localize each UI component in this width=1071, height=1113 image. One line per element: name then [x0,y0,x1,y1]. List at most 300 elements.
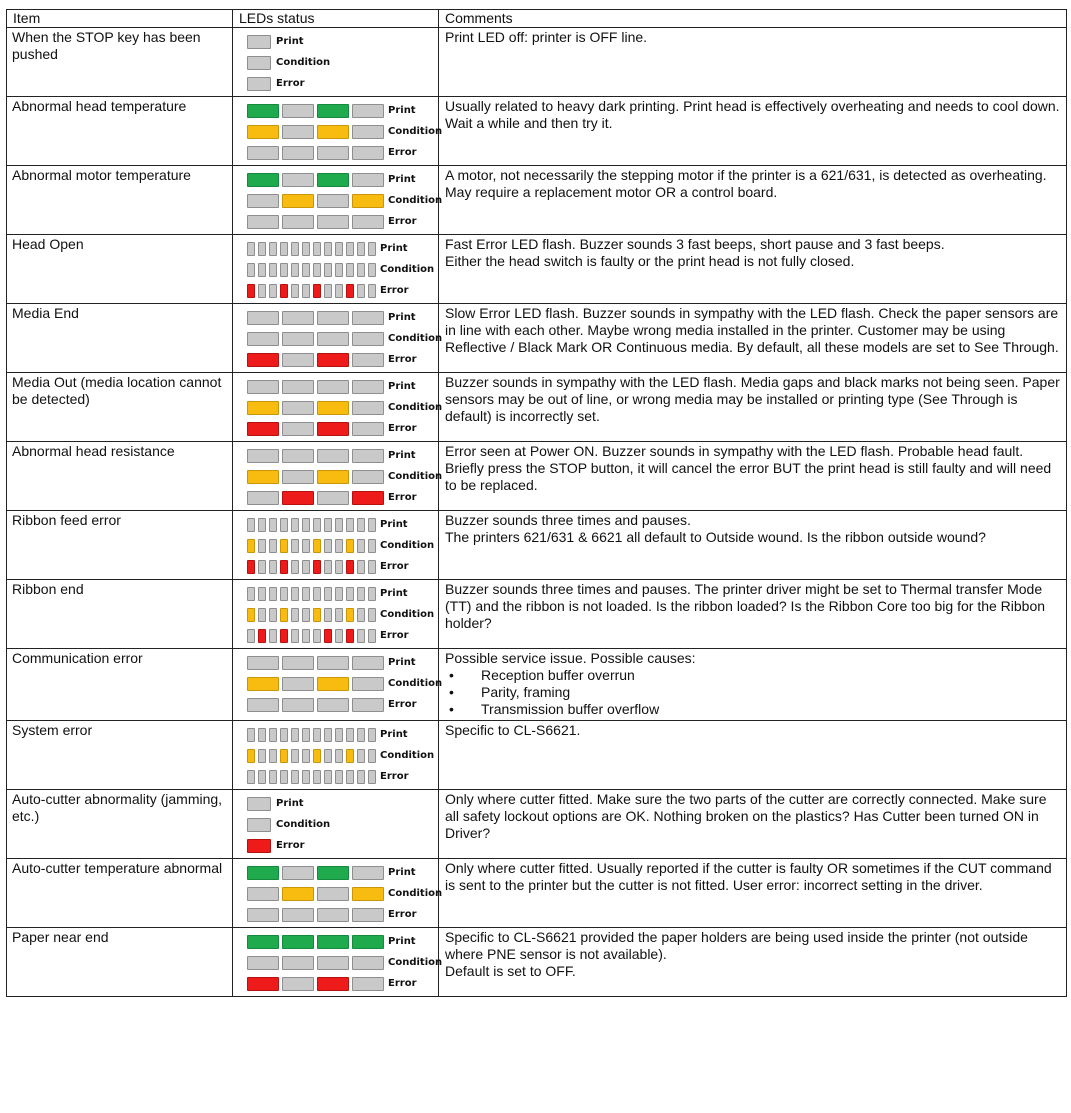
led-red [247,839,271,853]
led-off [317,887,349,901]
bullet-icon: • [449,667,454,683]
led-off [317,311,349,325]
led-off [282,353,314,367]
led-status-cell [233,511,439,580]
led-red [313,284,321,298]
led-pattern [247,560,379,574]
led-pattern [247,698,387,712]
led-off [352,470,384,484]
led-label: Condition [380,264,435,275]
comment-text: Default is set to OFF. [445,963,576,979]
led-off [368,539,376,553]
led-off [324,770,332,784]
led-off [357,749,365,763]
led-off [368,728,376,742]
bullet-text: Parity, framing [481,684,571,700]
led-yellow [247,608,255,622]
led-label: Condition [388,888,443,899]
led-off [335,242,343,256]
led-pattern [247,677,387,691]
item-cell: Auto-cutter abnormality (jamming, etc.) [7,790,233,859]
led-yellow [247,749,255,763]
led-off [247,449,279,463]
led-yellow [282,887,314,901]
led-off [247,797,271,811]
led-off [352,380,384,394]
led-off [280,587,288,601]
led-off [282,449,314,463]
led-off [269,518,277,532]
led-off [346,263,354,277]
led-green [247,866,279,880]
table-row [7,304,1067,373]
led-off [291,770,299,784]
led-status-cell [233,28,439,97]
led-label: Condition [388,471,443,482]
led-yellow [313,749,321,763]
led-label: Print [388,936,416,947]
led-label: Error [388,492,417,503]
table-row [7,442,1067,511]
led-off [324,560,332,574]
led-label: Condition [388,957,443,968]
led-row [247,673,443,694]
item-cell: When the STOP key has been pushed [7,28,233,97]
led-off [247,818,271,832]
comment-text: Either the head switch is faulty or the print head is not fully closed. [445,253,855,269]
led-off [335,560,343,574]
led-row [247,52,434,73]
led-green [282,935,314,949]
led-pattern [247,401,387,415]
led-yellow [352,194,384,208]
led-red [280,629,288,643]
led-yellow [280,749,288,763]
led-label: Print [380,243,408,254]
led-pattern [247,470,387,484]
led-off [352,353,384,367]
led-yellow [346,608,354,622]
led-label: Error [380,771,409,782]
led-off [368,770,376,784]
led-off [313,770,321,784]
bullet-text: Reception buffer overrun [481,667,635,683]
led-row [247,535,434,556]
comment-text: Error seen at Power ON. Buzzer sounds in sympathy with the LED flash. Probable head fault. Briefly press the STOP button, it will cancel the error BUT the print head is still faulty and will need to be replaced. [445,443,1052,493]
led-off [357,518,365,532]
led-yellow [317,125,349,139]
table-row [7,97,1067,166]
led-status-table [6,9,1067,997]
led-off [313,629,321,643]
led-row [247,307,434,328]
led-label: Error [388,216,417,227]
led-off [247,146,279,160]
led-row [247,349,434,370]
led-row [247,142,434,163]
led-row [247,931,434,952]
led-off [317,698,349,712]
led-off [291,242,299,256]
comments-cell [439,721,1067,790]
led-status-cell [233,649,443,721]
led-yellow [352,887,384,901]
led-status-cell [233,373,443,442]
led-off [282,311,314,325]
led-yellow [247,401,279,415]
led-off [291,560,299,574]
led-label: Print [380,588,408,599]
led-row [247,169,434,190]
led-label: Print [388,312,416,323]
led-off [352,215,384,229]
led-yellow [282,194,314,208]
led-off [258,518,266,532]
led-off [291,587,299,601]
led-off [282,977,314,991]
led-off [302,608,310,622]
led-pattern [247,104,387,118]
led-pattern [247,449,387,463]
led-row [247,952,443,973]
led-off [269,263,277,277]
led-off [247,56,271,70]
led-yellow [247,677,279,691]
led-pattern [247,380,387,394]
led-status-cell [233,442,443,511]
led-row [247,280,434,301]
led-off [280,728,288,742]
item-cell: Abnormal head resistance [7,442,233,511]
table-row [7,859,1067,928]
led-off [346,770,354,784]
led-red [317,977,349,991]
led-off [269,539,277,553]
led-row [247,625,434,646]
led-off [357,560,365,574]
led-off [291,749,299,763]
comments-cell [439,235,1067,304]
led-yellow [317,401,349,415]
table-row [7,721,1067,790]
led-off [357,770,365,784]
led-label: Condition [388,678,443,689]
comments-cell [439,97,1067,166]
led-off [368,629,376,643]
comment-text: Only where cutter fitted. Make sure the two parts of the cutter are correctly connected. Make sure all safety lockout options are OK. Nothing broken on the plastics? Has Cutter been turned ON in Driver? [445,791,1047,841]
led-off [317,491,349,505]
led-pattern [247,887,387,901]
led-yellow [346,749,354,763]
led-off [357,728,365,742]
led-off [335,749,343,763]
led-off [282,422,314,436]
led-off [247,215,279,229]
led-row [247,556,434,577]
led-status-cell [233,580,439,649]
led-pattern [247,35,275,49]
led-off [317,380,349,394]
comments-cell [439,304,1067,373]
led-label: Error [380,561,409,572]
led-pattern [247,656,387,670]
comment-text: The printers 621/631 & 6621 all default to Outside wound. Is the ribbon outside wound? [445,529,986,545]
led-label: Condition [388,126,443,137]
led-row [247,745,434,766]
led-off [368,749,376,763]
led-label: Print [388,105,416,116]
item-cell: Head Open [7,235,233,304]
led-pattern [247,908,387,922]
led-red [324,629,332,643]
table-row [7,580,1067,649]
led-off [269,560,277,574]
led-label: Print [388,867,416,878]
led-off [280,518,288,532]
led-row [247,835,434,856]
comments-cell [439,28,1067,97]
led-pattern [247,797,275,811]
led-off [302,770,310,784]
led-off [357,263,365,277]
led-off [313,263,321,277]
led-status-cell [233,97,443,166]
led-pattern [247,728,379,742]
led-off [324,284,332,298]
led-off [324,587,332,601]
led-label: Print [276,36,304,47]
led-off [302,629,310,643]
led-red [247,560,255,574]
led-label: Error [276,78,305,89]
led-off [282,956,314,970]
led-row [247,487,434,508]
led-off [247,956,279,970]
led-label: Print [380,519,408,530]
led-label: Condition [276,57,331,68]
led-status-cell [233,721,439,790]
led-row [247,445,434,466]
led-pattern [247,422,387,436]
led-off [317,908,349,922]
led-label: Condition [380,609,435,620]
led-red [346,629,354,643]
led-off [269,284,277,298]
comment-text: Print LED off: printer is OFF line. [445,29,648,45]
table-row [7,166,1067,235]
led-off [317,449,349,463]
led-status-cell [233,790,439,859]
comment-text: Specific to CL-S6621 provided the paper holders are being used inside the printer (not outside where PNE sensor is not available). [445,929,1028,962]
led-off [357,539,365,553]
led-off [258,284,266,298]
led-pattern [247,125,387,139]
led-row [247,100,434,121]
led-off [247,332,279,346]
led-off [335,770,343,784]
led-off [269,728,277,742]
led-row [247,973,434,994]
bullet-icon: • [449,701,454,717]
led-yellow [313,608,321,622]
led-off [357,629,365,643]
table-row [7,511,1067,580]
led-red [313,560,321,574]
led-row [247,259,434,280]
led-off [282,908,314,922]
led-off [317,956,349,970]
table-row [7,790,1067,859]
led-off [247,491,279,505]
led-off [282,215,314,229]
led-label: Print [388,174,416,185]
led-off [324,749,332,763]
led-off [335,608,343,622]
led-pattern [247,263,379,277]
led-off [335,587,343,601]
led-off [302,749,310,763]
led-row [247,31,434,52]
table-row [7,28,1067,97]
led-off [317,332,349,346]
led-off [302,284,310,298]
comments-cell [439,166,1067,235]
led-yellow [280,539,288,553]
led-red [280,284,288,298]
led-pattern [247,56,275,70]
led-row [247,466,443,487]
led-off [247,629,255,643]
led-off [247,263,255,277]
led-pattern [247,146,387,160]
led-off [352,173,384,187]
led-off [324,263,332,277]
led-row [247,862,434,883]
led-off [269,770,277,784]
led-pattern [247,839,275,853]
led-off [247,194,279,208]
led-off [282,125,314,139]
led-row [247,328,443,349]
led-off [346,242,354,256]
led-off [269,587,277,601]
led-off [280,242,288,256]
led-green [352,935,384,949]
led-off [368,242,376,256]
led-pattern [247,770,379,784]
led-off [352,866,384,880]
table-row [7,235,1067,304]
led-off [335,539,343,553]
led-pattern [247,194,387,208]
led-off [282,401,314,415]
led-off [357,608,365,622]
led-off [335,629,343,643]
led-off [335,728,343,742]
led-off [352,332,384,346]
led-yellow [247,539,255,553]
led-off [352,449,384,463]
led-label: Error [388,147,417,158]
led-label: Print [388,381,416,392]
led-off [352,977,384,991]
led-off [302,518,310,532]
led-off [317,656,349,670]
led-off [291,629,299,643]
led-off [247,242,255,256]
led-off [324,728,332,742]
table-row [7,649,1067,721]
led-label: Condition [380,750,435,761]
comment-text: Possible service issue. Possible causes: [445,650,696,666]
led-green [317,866,349,880]
led-label: Print [388,657,416,668]
led-yellow [346,539,354,553]
led-off [352,401,384,415]
comment-text: Fast Error LED flash. Buzzer sounds 3 fast beeps, short pause and 3 fast beeps. [445,236,945,252]
led-label: Error [388,909,417,920]
item-cell: Media Out (media location cannot be detected) [7,373,233,442]
led-off [280,770,288,784]
led-off [282,104,314,118]
led-off [258,749,266,763]
led-yellow [317,470,349,484]
item-cell: Ribbon end [7,580,233,649]
led-row [247,766,434,787]
item-cell: Abnormal motor temperature [7,166,233,235]
comment-text: Specific to CL-S6621. [445,722,581,738]
led-off [247,77,271,91]
led-pattern [247,353,387,367]
led-red [317,422,349,436]
led-off [368,560,376,574]
led-off [313,518,321,532]
led-off [258,587,266,601]
comment-text: Buzzer sounds three times and pauses. [445,512,691,528]
led-yellow [317,677,349,691]
led-pattern [247,935,387,949]
led-row [247,418,434,439]
led-yellow [247,470,279,484]
led-off [317,194,349,208]
led-off [282,380,314,394]
led-off [346,728,354,742]
bullet-text: Transmission buffer overflow [481,701,660,717]
led-row [247,211,434,232]
led-off [247,380,279,394]
led-pattern [247,977,387,991]
led-pattern [247,818,275,832]
led-red [247,977,279,991]
led-off [368,518,376,532]
led-off [282,866,314,880]
led-pattern [247,539,379,553]
led-off [302,242,310,256]
header-row [7,10,1067,28]
led-off [324,518,332,532]
led-status-cell [233,166,443,235]
led-red [247,422,279,436]
led-off [302,263,310,277]
led-label: Error [388,423,417,434]
led-pattern [247,311,387,325]
led-green [317,173,349,187]
led-off [291,539,299,553]
bullet-icon: • [449,684,454,700]
led-pattern [247,629,379,643]
led-off [368,587,376,601]
comments-cell [439,373,1067,442]
